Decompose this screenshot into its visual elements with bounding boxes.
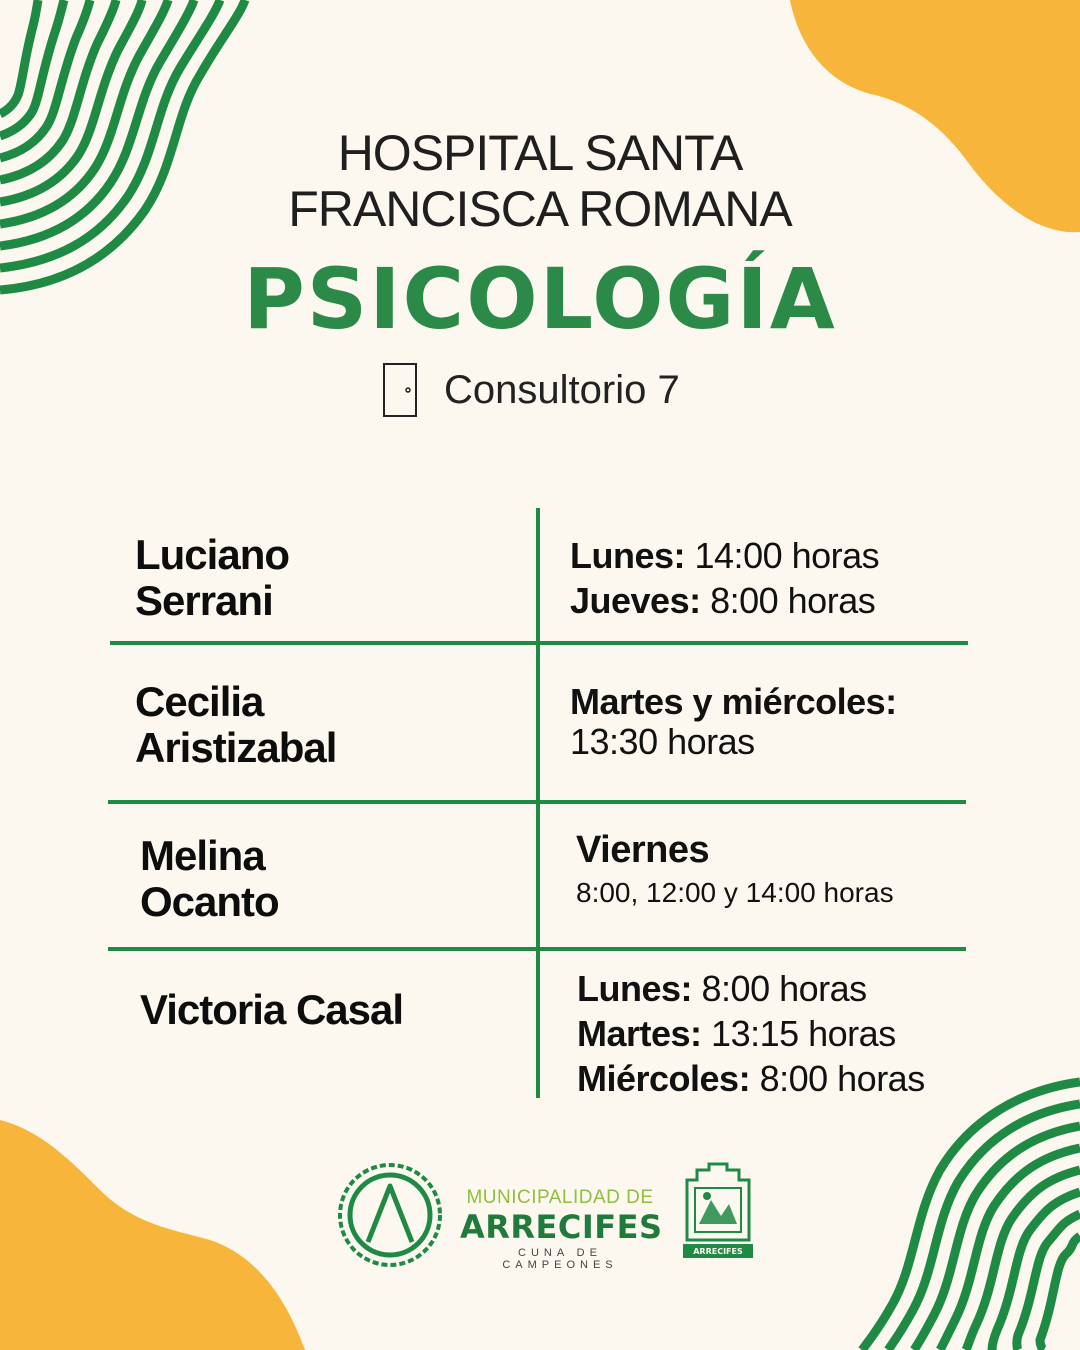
doctor-name-line: Aristizabal [135, 724, 337, 771]
service-title: PSICOLOGÍA [243, 250, 837, 348]
hospital-name-line2: FRANCISCA ROMANA [288, 181, 792, 237]
municipality-wordmark [460, 1187, 663, 1271]
schedule-day: Martes y miércoles: [570, 681, 897, 722]
schedule-line [576, 828, 894, 873]
doctor-name [140, 987, 403, 1033]
schedule-day: Lunes: [577, 968, 693, 1009]
doctor-schedule [576, 828, 894, 913]
room-label: Consultorio 7 [444, 367, 680, 412]
schedule-line [570, 682, 897, 722]
doctor-name-line: Serrani [135, 577, 273, 624]
doctor-name-line: Ocanto [140, 878, 279, 925]
schedule-time: 13:15 horas [701, 1013, 896, 1054]
schedule-line [570, 578, 879, 623]
schedule-day: Martes: [577, 1013, 702, 1054]
schedule-time: 13:30 horas [570, 721, 755, 762]
schedule-time: 8:00, 12:00 y 14:00 horas [576, 877, 894, 908]
hospital-name-line1: HOSPITAL SANTA [337, 125, 743, 181]
doctor-name-line: Melina [140, 832, 265, 879]
municipality-name: ARRECIFES [460, 1208, 663, 1246]
schedule-day: Viernes [576, 829, 710, 871]
doctor-name [135, 532, 289, 624]
schedule-time: 8:00 horas [750, 1058, 925, 1099]
doctor-name-line: Luciano [135, 531, 290, 578]
doctor-name [140, 833, 279, 925]
footer-logos [0, 1155, 1080, 1275]
schedule-line [577, 966, 925, 1011]
schedule-time: 8:00 horas [700, 580, 876, 621]
municipality-prefix: MUNICIPALIDAD DE [466, 1187, 654, 1208]
schedule-day: Jueves: [570, 580, 701, 621]
municipality-motto: CUNA DE CAMPEONES [502, 1247, 618, 1271]
municipal-laurel-logo-icon [335, 1160, 445, 1270]
schedule-time: 14:00 horas [685, 535, 880, 576]
doctor-schedule [577, 966, 925, 1101]
doctor-schedule [570, 682, 897, 762]
seal-label: ARRECIFES [693, 1247, 743, 1256]
doctor-name [135, 679, 336, 771]
schedule-line [576, 873, 894, 913]
schedule-day: Miércoles: [577, 1058, 751, 1099]
schedule-day: Lunes: [570, 535, 686, 576]
arrecifes-coat-of-arms-icon [677, 1160, 759, 1264]
schedule-line [577, 1011, 925, 1056]
schedule-line [577, 1056, 925, 1101]
doctor-schedule [570, 533, 879, 623]
doctor-name-line: Cecilia [135, 678, 264, 725]
doctor-name-line: Victoria Casal [140, 986, 404, 1033]
schedule-line [570, 533, 879, 578]
schedule-time: 8:00 horas [692, 968, 867, 1009]
schedule-line [570, 722, 897, 762]
